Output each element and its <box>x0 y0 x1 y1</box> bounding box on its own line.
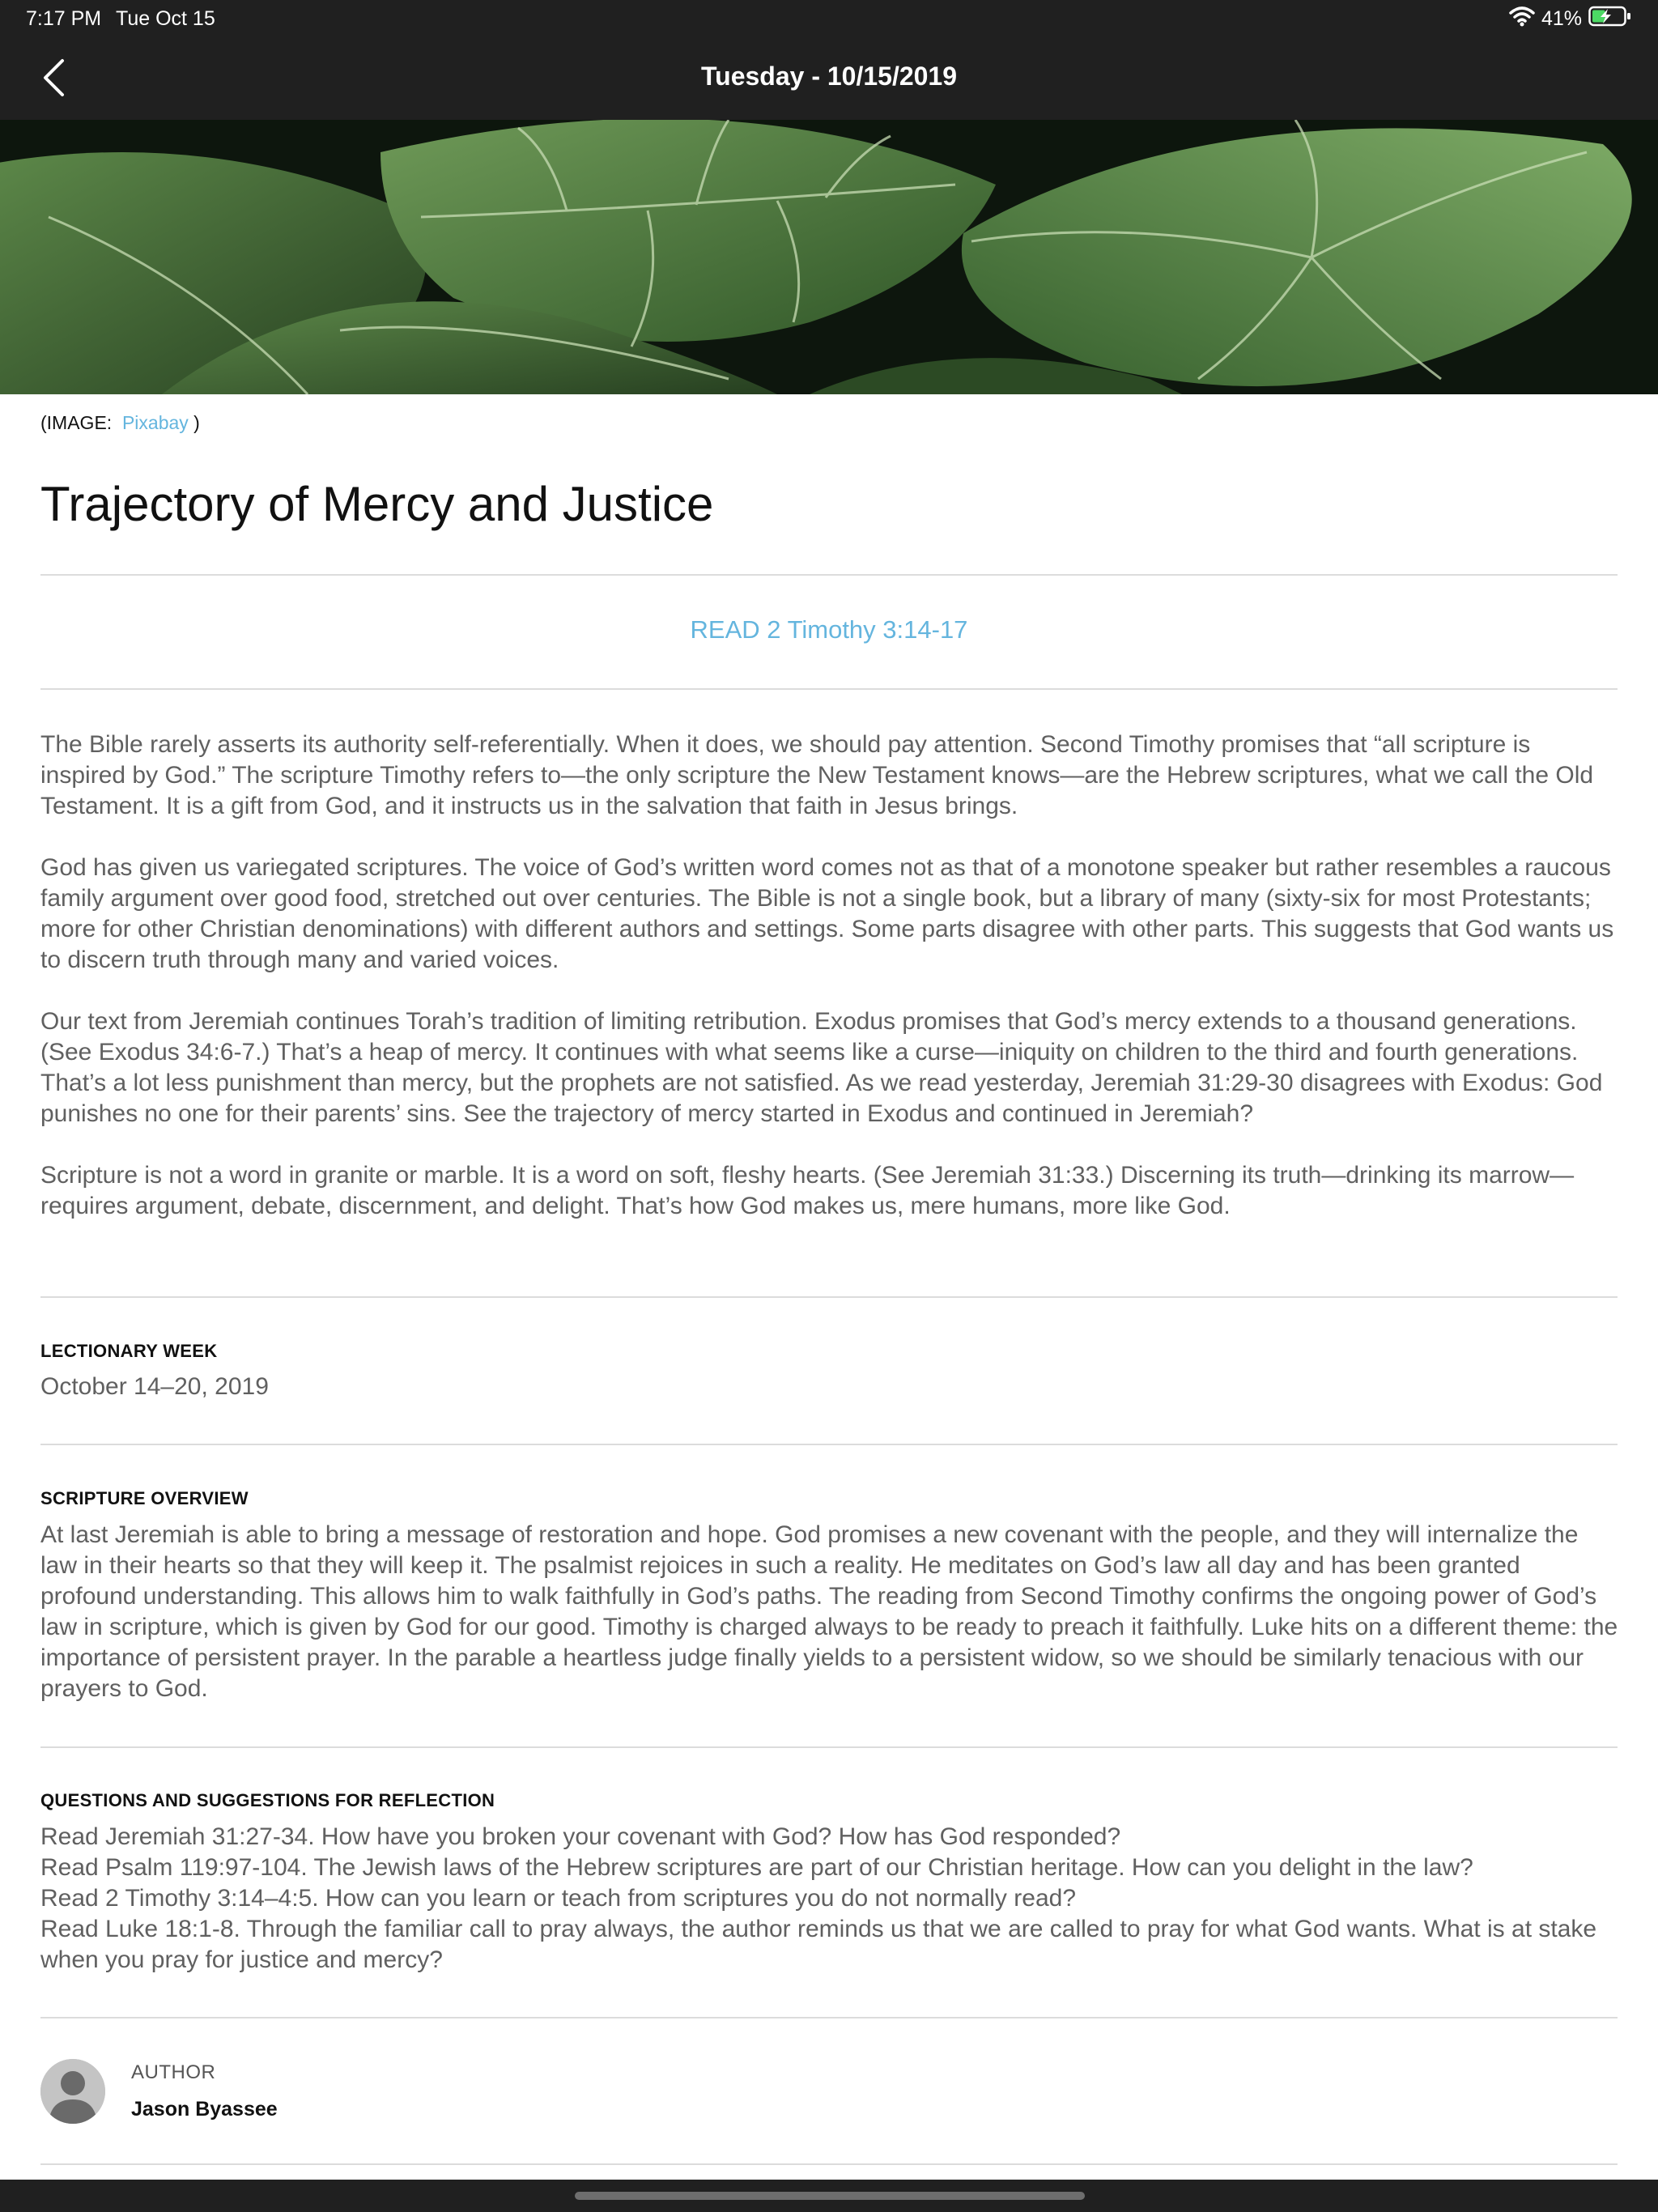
read-scripture-link[interactable]: READ 2 Timothy 3:14-17 <box>690 615 968 644</box>
reflection-label: QUESTIONS AND SUGGESTIONS FOR REFLECTION <box>40 1790 495 1810</box>
image-caption <box>40 412 200 434</box>
divider <box>40 2163 1618 2165</box>
article-paragraph: The Bible rarely asserts its authority self-referentially. When it does, we should pay attention. Second Timothy promises that “all scripture is inspired by God.” The scripture Timothy refers to—the only scripture the New Testament knows—are the Hebrew scriptures, what we call the Old Testament. It is a gift from God, and it instructs us in the salvation that faith in Jesus brings. <box>40 731 1594 819</box>
article-paragraph: Our text from Jeremiah continues Torah’s tradition of limiting retribution. Exodus promises that God’s mercy extends to a thousand generations. (See Exodus 34:6-7.) That’s a heap of mercy. It continues with what seems like a curse—iniquity on children to the third and fourth generations. That’s a lot less punishment than mercy, but the prophets are not satisfied. As we read yesterday, Jeremiah 31:29-30 disagrees with Exodus: God punishes no one for their parents’ sins. See the trajectory of mercy started in Exodus and continued in Jeremiah? <box>40 1008 1603 1127</box>
reflection-item: Read Psalm 119:97-104. The Jewish laws of the Hebrew scriptures are part of our Christian heritage. How can you delight in the law? <box>40 1854 1473 1881</box>
author-label: AUTHOR <box>131 2061 216 2083</box>
reflection-item: Read Jeremiah 31:27-34. How have you broken your covenant with God? How has God responded? <box>40 1823 1121 1850</box>
divider <box>40 2017 1618 2018</box>
wifi-icon <box>1509 6 1535 32</box>
caption-suffix: ) <box>193 412 200 433</box>
battery-charging-icon <box>1588 6 1632 32</box>
scripture-overview-text: At last Jeremiah is able to bring a message of restoration and hope. God promises a new covenant with the people, and they will internalize the law in their hearts so that they will keep it. The psalmist rejoices in such a reality. He meditates on God’s law all day and has been granted profound understanding. This allows him to walk faithfully in God’s paths. The reading from Second Timothy confirms the ongoing power of God’s law in scripture, which is given by God for our good. Timothy is charged always to be ready to preach it faithfully. Luke hits on a different theme: the importance of persistent prayer. In the parable a heartless judge finally yields to a persistent widow, so we should be similarly tenacious with our prayers to God. <box>40 1521 1618 1702</box>
article-paragraph: God has given us variegated scriptures. The voice of God’s written word comes not as that of a monotone speaker but rather resembles a raucous family argument over good food, stretched out over centuries. The Bible is not a single book, but a library of many (sixty-six for most Protestants; more for other Christian denominations) with different authors and settings. Some parts disagree with other parts. This suggests that God wants us to discern truth through many and varied voices. <box>40 854 1614 973</box>
author-name: Jason Byassee <box>131 2098 278 2121</box>
status-time: 7:17 PM <box>26 7 102 30</box>
article-body <box>40 730 1619 1253</box>
scripture-overview-label: SCRIPTURE OVERVIEW <box>40 1488 249 1508</box>
home-indicator[interactable] <box>575 2192 1085 2200</box>
nav-title: Tuesday - 10/15/2019 <box>700 62 958 91</box>
pixabay-link[interactable]: Pixabay <box>121 412 189 433</box>
status-indicators <box>1509 6 1632 32</box>
divider <box>40 1746 1618 1748</box>
status-date: Tue Oct 15 <box>116 7 215 30</box>
reflection-item: Read 2 Timothy 3:14–4:5. How can you learn or teach from scriptures you do not normally read? <box>40 1885 1076 1912</box>
divider <box>40 1444 1618 1445</box>
navigation-bar <box>0 37 1658 120</box>
article-title: Trajectory of Mercy and Justice <box>40 477 714 531</box>
hero-image <box>0 120 1658 394</box>
lectionary-week-label: LECTIONARY WEEK <box>40 1341 218 1361</box>
battery-percent: 41% <box>1541 7 1582 30</box>
reflection-item: Read Luke 18:1-8. Through the familiar call to pray always, the author reminds us that we are called to pray for what God wants. What is at stake when you pray for justice and mercy? <box>40 1916 1597 1973</box>
divider <box>40 1296 1618 1298</box>
caption-prefix: (IMAGE: <box>40 412 113 433</box>
status-bar <box>0 0 1658 37</box>
leaves-illustration <box>0 120 1658 394</box>
article-paragraph: Scripture is not a word in granite or marble. It is a word on soft, fleshy hearts. (See Jeremiah 31:33.) Discerning its truth—drinking its marrow—requires argument, debate, discernment, and delight. That’s how God makes us, mere humans, more like God. <box>40 1162 1575 1219</box>
person-placeholder-icon <box>40 2059 105 2124</box>
divider <box>40 574 1618 576</box>
author-avatar <box>40 2059 105 2124</box>
lectionary-week-value: October 14–20, 2019 <box>40 1373 269 1400</box>
reflection-questions <box>40 1822 1619 1976</box>
divider <box>40 688 1618 690</box>
bottom-bar <box>0 2180 1658 2212</box>
